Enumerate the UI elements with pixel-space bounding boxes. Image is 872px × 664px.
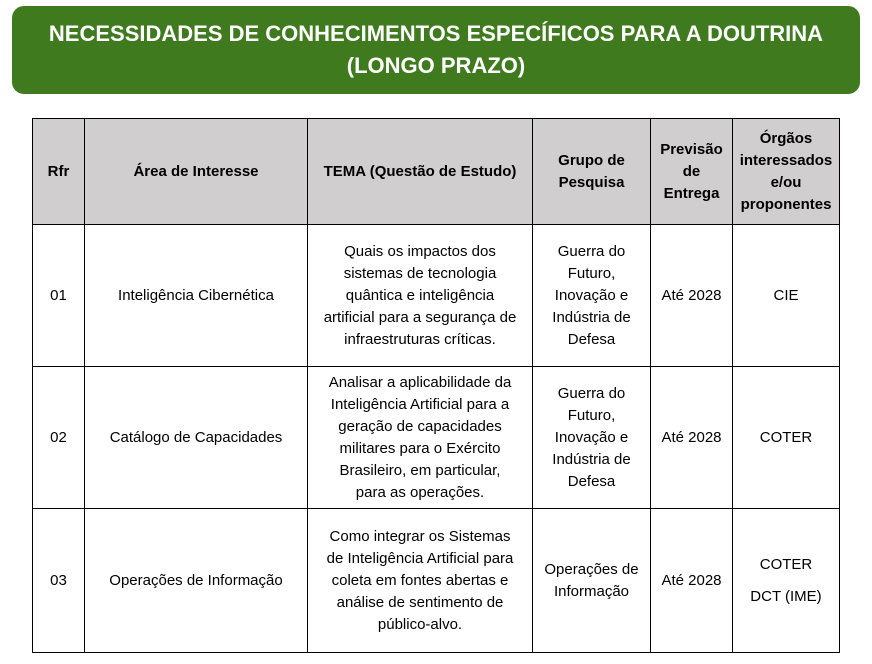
cell-tema [308, 509, 533, 653]
cell-grupo [533, 509, 651, 653]
header-orgaos-line: proponentes [740, 195, 832, 213]
cell-grupo-line: Inovação e [554, 428, 629, 446]
cell-grupo-line: Guerra do [557, 384, 626, 402]
cell-tema [308, 225, 533, 367]
cell-rfr: 03 [33, 509, 85, 653]
cell-rfr: 02 [33, 367, 85, 509]
header-grupo-line: Pesquisa [558, 173, 625, 191]
cell-tema [308, 367, 533, 509]
table-row [33, 367, 840, 509]
cell-tema-line: para as operações. [355, 483, 485, 501]
cell-tema-line: militares para o Exército [339, 439, 501, 457]
cell-previsao: Até 2028 [651, 367, 733, 509]
table-row [33, 225, 840, 367]
header-rfr: Rfr [33, 119, 85, 225]
cell-area: Operações de Informação [85, 509, 308, 653]
cell-tema-line: infraestruturas críticas. [344, 330, 496, 348]
header-orgaos-line: e/ou [770, 173, 802, 191]
cell-grupo-line: Indústria de [552, 450, 631, 468]
cell-grupo-line: Inovação e [554, 286, 629, 304]
cell-tema-line: Como integrar os Sistemas [329, 527, 511, 545]
cell-grupo [533, 225, 651, 367]
header-orgaos [733, 119, 840, 225]
cell-orgaos-line: CIE [773, 286, 799, 304]
header-tema: TEMA (Questão de Estudo) [308, 119, 533, 225]
cell-tema-line: sistemas de tecnologia [343, 264, 497, 282]
cell-orgaos-line: COTER [759, 428, 813, 446]
header-grupo [533, 119, 651, 225]
title-line-2: (LONGO PRAZO) [346, 53, 526, 78]
header-orgaos-line: Órgãos [759, 129, 813, 147]
cell-orgaos-line: COTER [759, 555, 813, 573]
cell-tema-line: artificial para a segurança de [323, 308, 517, 326]
title-line-1: NECESSIDADES DE CONHECIMENTOS ESPECÍFICOS PARA A DOUTRINA [48, 21, 824, 46]
cell-previsao: Até 2028 [651, 225, 733, 367]
cell-rfr: 01 [33, 225, 85, 367]
cell-tema-line: quântica e inteligência [345, 286, 495, 304]
table-row [33, 509, 840, 653]
cell-tema-line: de Inteligência Artificial para [326, 549, 514, 567]
cell-grupo [533, 367, 651, 509]
header-grupo-line: Grupo de [558, 151, 625, 169]
header-previsao-line: de [682, 162, 701, 180]
cell-grupo-line: Indústria de [552, 308, 631, 326]
cell-area: Catálogo de Capacidades [85, 367, 308, 509]
cell-orgaos-line: DCT (IME) [750, 587, 822, 605]
cell-grupo-line: Defesa [567, 330, 616, 348]
cell-grupo-line: Futuro, [567, 264, 616, 282]
cell-tema-line: Brasileiro, em particular, [339, 461, 501, 479]
cell-tema-line: público-alvo. [377, 615, 463, 633]
cell-orgaos [733, 367, 840, 509]
cell-tema-line: análise de sentimento de [336, 593, 504, 611]
header-previsao-line: Entrega [663, 184, 720, 202]
cell-tema-line: coleta em fontes abertas e [331, 571, 509, 589]
header-orgaos-line: interessados [739, 151, 833, 169]
cell-tema-line: Analisar a aplicabilidade da [328, 373, 512, 391]
header-previsao-line: Previsão [660, 140, 723, 158]
header-area: Área de Interesse [85, 119, 308, 225]
cell-grupo-line: Futuro, [567, 406, 616, 424]
cell-tema-line: Quais os impactos dos [344, 242, 496, 260]
title-banner [12, 6, 860, 94]
cell-area: Inteligência Cibernética [85, 225, 308, 367]
cell-grupo-line: Guerra do [557, 242, 626, 260]
cell-grupo-line: Operações de [544, 560, 639, 578]
header-previsao [651, 119, 733, 225]
cell-previsao: Até 2028 [651, 509, 733, 653]
cell-tema-line: geração de capacidades [338, 417, 502, 435]
cell-grupo-line: Informação [553, 582, 630, 600]
cell-orgaos [733, 509, 840, 653]
cell-tema-line: Inteligência Artificial para a [330, 395, 510, 413]
table-header-row [33, 119, 840, 225]
cell-grupo-line: Defesa [567, 472, 616, 490]
doctrine-needs-table [32, 118, 840, 653]
cell-orgaos [733, 225, 840, 367]
